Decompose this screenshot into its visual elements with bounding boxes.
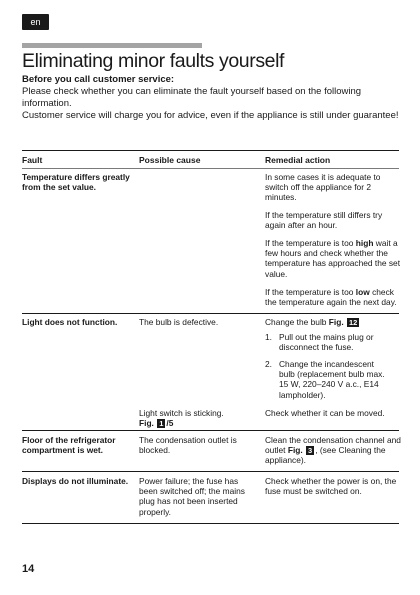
row-divider <box>22 430 399 431</box>
cause-text: The bulb is defective. <box>139 317 219 327</box>
list-item: 1. Pull out the mains plug or disconnect the fuse. <box>265 332 374 353</box>
page-title: Eliminating minor faults yourself <box>22 50 285 72</box>
remedy-text: Check whether the power is on, the fuse must be switched on. <box>265 476 397 497</box>
column-header-remedy: Remedial action <box>265 155 331 165</box>
intro-paragraph-2: Customer service will charge you for advice, even if the appliance is still under guarantee! <box>22 110 399 121</box>
row-divider <box>22 313 399 314</box>
figure-number-badge: 1 <box>159 419 164 429</box>
remedy-text: In some cases it is adequate to switch off the appliance for 2 minutes. <box>265 172 381 203</box>
language-tab: en <box>22 14 49 30</box>
remedy-text: If the temperature is too high wait a few hours and check whether the temperature has approached the set value. <box>265 238 401 279</box>
intro-section <box>22 74 407 122</box>
intro-heading: Before you call customer service: <box>22 74 175 85</box>
cause-text: Power failure; the fuse has been switched off; the mains plug has not been inserted properly. <box>139 476 245 517</box>
cause-text: Light switch is sticking. Fig. 1 /5 <box>139 408 224 429</box>
table-top-rule <box>22 150 399 151</box>
fault-temperature: Temperature differs greatly from the set value. <box>22 172 130 193</box>
figure-number-badge: 3 <box>308 446 313 456</box>
remedy-text: Clean the condensation channel and outlet Fig. 3 , (see Cleaning the appliance). <box>265 435 401 466</box>
remedy-text: If the temperature still differs try again after an hour. <box>265 210 383 231</box>
intro-paragraph-1: Please check whether you can eliminate the fault yourself based on the following information. <box>22 86 362 109</box>
row-divider <box>22 471 399 472</box>
remedy-text: If the temperature is too low check the temperature again the next day. <box>265 287 397 308</box>
fault-floor-wet: Floor of the refrigerator compartment is wet. <box>22 435 116 456</box>
title-accent-bar <box>22 43 202 48</box>
column-header-cause: Possible cause <box>139 155 201 165</box>
column-header-fault: Fault <box>22 155 43 165</box>
remedy-text: Change the bulb Fig. 12 <box>265 317 358 327</box>
page-number: 14 <box>22 563 35 575</box>
figure-number-badge: 12 <box>349 318 358 327</box>
fault-displays: Displays do not illuminate. <box>22 476 129 486</box>
table-bottom-rule <box>22 523 399 524</box>
cause-text: The condensation outlet is blocked. <box>139 435 237 456</box>
list-item: 2. Change the incandescent bulb (replacement bulb max. 15 W, 220–240 V a.c., E14 lampholder). <box>265 359 385 400</box>
remedy-text: Check whether it can be moved. <box>265 408 385 418</box>
header-divider <box>22 168 399 169</box>
fault-light: Light does not function. <box>22 317 118 327</box>
